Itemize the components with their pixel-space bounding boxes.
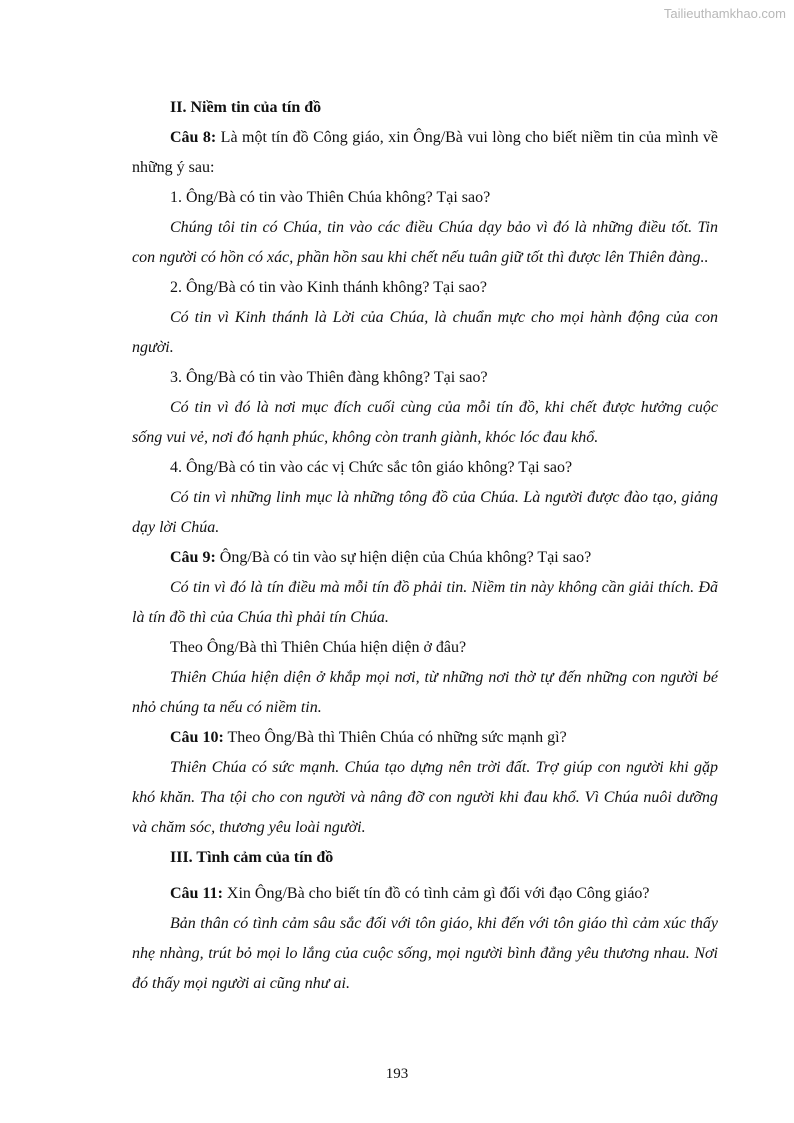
question-8 (132, 123, 718, 183)
answer: Có tin vì đó là nơi mục đích cuối cùng của mỗi tín đồ, khi chết được hưởng cuộc sống vui vẻ, nơi đó hạnh phúc, không còn tranh giành, khóc lóc đau khổ. (132, 399, 718, 446)
question-11 (132, 879, 718, 909)
question-10 (132, 723, 718, 753)
question-label: Câu 8: (170, 129, 217, 146)
watermark: Tailieuthamkhao.com (663, 6, 786, 21)
sub-question: 4. Ông/Bà có tin vào các vị Chức sắc tôn giáo không? Tại sao? (170, 459, 573, 476)
question-label: Câu 11: (170, 885, 223, 902)
section-heading-2: II. Niềm tin của tín đồ (170, 99, 322, 116)
question-label: Câu 10: (170, 729, 224, 746)
answer: Có tin vì Kinh thánh là Lời của Chúa, là chuẩn mực cho mọi hành động của con người. (132, 309, 718, 356)
question-9 (132, 543, 718, 573)
answer: Có tin vì những linh mục là những tông đồ của Chúa. Là người được đào tạo, giảng dạy lời Chúa. (132, 489, 718, 536)
document-body (132, 93, 718, 999)
question-text: Là một tín đồ Công giáo, xin Ông/Bà vui lòng cho biết niềm tin của mình về những ý sau: (132, 129, 719, 176)
answer: Thiên Chúa hiện diện ở khắp mọi nơi, từ những nơi thờ tự đến những con người bé nhỏ chúng ta nếu có niềm tin. (132, 669, 718, 716)
answer: Chúng tôi tin có Chúa, tin vào các điều Chúa dạy bảo vì đó là những điều tốt. Tin con người có hồn có xác, phần hồn sau khi chết nếu tuân giữ tốt thì được lên Thiên đàng.. (132, 219, 718, 266)
question-text: Theo Ông/Bà thì Thiên Chúa có những sức mạnh gì? (223, 729, 567, 746)
answer: Bản thân có tình cảm sâu sắc đối với tôn giáo, khi đến với tôn giáo thì cảm xúc thấy nhẹ nhàng, trút bỏ mọi lo lắng của cuộc sống, mọi người bình đẳng yêu thương nhau. Nơi đó thấy mọi người ai cũng như ai. (132, 915, 718, 992)
sub-question: 3. Ông/Bà có tin vào Thiên đàng không? Tại sao? (170, 369, 488, 386)
answer: Thiên Chúa có sức mạnh. Chúa tạo dựng nên trời đất. Trợ giúp con người khi gặp khó khăn. Tha tội cho con người và nâng đỡ con người khi đau khổ. Vì Chúa nuôi dưỡng và chăm sóc, thương yêu loài người. (132, 759, 718, 836)
section-heading-3: III. Tình cảm của tín đồ (170, 849, 334, 866)
answer: Có tin vì đó là tín điều mà mỗi tín đồ phải tin. Niềm tin này không cần giải thích. Đã là tín đồ thì của Chúa thì phải tín Chúa. (132, 579, 718, 626)
question-text: Ông/Bà có tin vào sự hiện diện của Chúa không? Tại sao? (215, 549, 592, 566)
sub-question: 2. Ông/Bà có tin vào Kinh thánh không? Tại sao? (170, 279, 487, 296)
question-text: Xin Ông/Bà cho biết tín đồ có tình cảm gì đối với đạo Công giáo? (222, 885, 650, 902)
sub-question: 1. Ông/Bà có tin vào Thiên Chúa không? Tại sao? (170, 189, 491, 206)
page-number: 193 (385, 1066, 409, 1082)
followup-question: Theo Ông/Bà thì Thiên Chúa hiện diện ở đâu? (170, 639, 467, 656)
question-label: Câu 9: (170, 549, 216, 566)
